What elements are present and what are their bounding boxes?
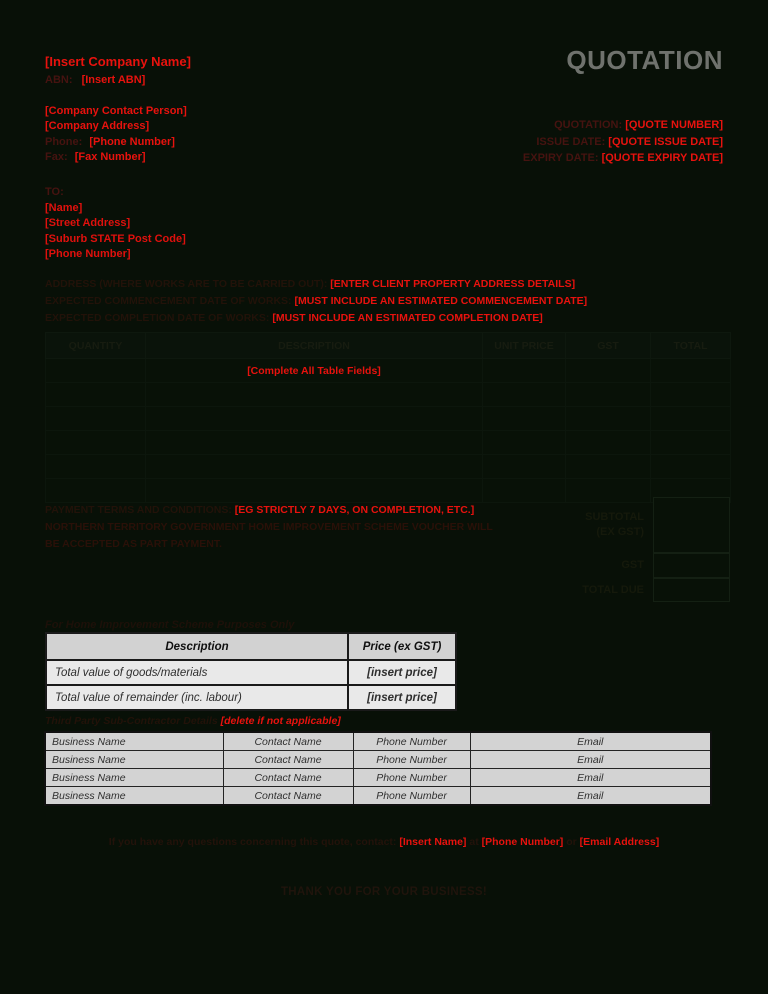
company-address-placeholder[interactable]: [Company Address] [45,120,150,132]
business-name-cell[interactable]: Business Name [45,732,223,751]
fax-label: Fax: [45,151,68,163]
description-cell-placeholder[interactable]: [Complete All Table Fields] [146,359,483,383]
works-commencement-placeholder[interactable]: [MUST INCLUDE AN ESTIMATED COMMENCEMENT DATE] [294,295,588,308]
company-header [45,53,191,166]
total-due-value-box[interactable] [653,578,730,602]
subtotal-value-box[interactable] [653,497,730,553]
to-label: TO: [45,186,64,198]
client-name-placeholder[interactable]: [Name] [45,201,83,214]
works-address-label: ADDRESS (WHERE WORKS ARE TO BE CARRIED OUT): [45,278,328,290]
description-cell[interactable] [146,455,483,479]
subcontractor-table [44,731,712,806]
client-suburb-placeholder[interactable]: [Suburb STATE Post Code] [45,232,186,245]
table-row [46,407,731,431]
fax-line [45,150,191,166]
quote-number-label: QUOTATION: [554,119,623,131]
his-table-title: For Home Improvement Scheme Purposes Only [45,619,295,631]
abn-line [45,73,191,89]
contact-name-cell[interactable]: Contact Name [223,769,353,787]
unit-price-cell[interactable] [483,455,566,479]
contact-name-cell[interactable]: Contact Name [223,751,353,769]
quantity-cell[interactable] [46,455,146,479]
total-cell[interactable] [651,383,731,407]
contact-phone-placeholder[interactable]: [Phone Number] [481,836,564,848]
quote-number-line [523,117,723,134]
business-name-cell[interactable]: Business Name [45,769,223,787]
phone-line [45,135,191,151]
his-price-placeholder[interactable]: [insert price] [348,660,456,685]
works-commencement-line [45,293,587,310]
payment-terms-label: PAYMENT TERMS AND CONDITIONS: [45,504,232,516]
subcontractor-title-line [45,715,341,727]
quantity-cell[interactable] [46,407,146,431]
client-street-placeholder[interactable]: [Street Address] [45,217,131,229]
works-commencement-label: EXPECTED COMMENCEMENT DATE OF WORKS: [45,295,292,308]
unit-price-cell[interactable] [483,383,566,407]
business-name-cell[interactable]: Business Name [45,751,223,769]
quantity-cell[interactable] [46,359,146,383]
col-quantity: QUANTITY [46,333,146,359]
email-cell[interactable]: Email [470,787,711,806]
total-due-label: TOTAL DUE [582,583,644,596]
contact-prefix: If you have any questions concerning this quote, contact: [108,836,397,848]
contact-name-cell[interactable]: Contact Name [223,787,353,806]
unit-price-cell[interactable] [483,359,566,383]
payment-terms-placeholder[interactable]: [EG STRICTLY 7 DAYS, ON COMPLETION, ETC.] [234,504,475,516]
gst-row [480,553,730,578]
subcontractor-delete-note[interactable]: [delete if not applicable] [220,715,341,727]
contact-email-placeholder[interactable]: [Email Address] [579,836,660,848]
phone-number-cell[interactable]: Phone Number [353,751,470,769]
abn-placeholder[interactable]: [Insert ABN] [81,74,146,86]
gst-cell[interactable] [566,359,651,383]
col-total: TOTAL [651,333,731,359]
line-items-table [45,332,731,503]
table-row [46,455,731,479]
gst-cell[interactable] [566,407,651,431]
subtotal-label [480,510,653,540]
contact-at-word: at [469,836,479,848]
email-cell[interactable]: Email [470,732,711,751]
works-address-placeholder[interactable]: [ENTER CLIENT PROPERTY ADDRESS DETAILS] [330,278,576,290]
email-cell[interactable]: Email [470,769,711,787]
contact-name-cell[interactable]: Contact Name [223,732,353,751]
gst-cell[interactable] [566,431,651,455]
works-address-line [45,276,587,293]
voucher-note-line1: NORTHERN TERRITORY GOVERNMENT HOME IMPROVEMENT SCHEME VOUCHER WILL [45,521,493,533]
table-row [46,660,456,685]
quantity-cell[interactable] [46,431,146,455]
subtotal-label-line2: (EX GST) [596,526,644,538]
totals-section [480,497,730,602]
fax-placeholder[interactable]: [Fax Number] [74,151,146,163]
total-due-row [480,578,730,602]
his-table [45,632,457,711]
description-cell[interactable] [146,383,483,407]
description-cell[interactable] [146,479,483,503]
gst-cell[interactable] [566,383,651,407]
table-row [45,751,711,769]
quote-meta [523,117,723,167]
col-unit-price: UNIT PRICE [483,333,566,359]
expiry-date-label: EXPIRY DATE: [522,152,599,164]
works-completion-line [45,310,587,327]
description-cell[interactable] [146,407,483,431]
table-row [45,787,711,806]
works-details [45,276,587,328]
contact-or-word: or [566,836,577,848]
table-row [46,431,731,455]
subtotal-label-line1: SUBTOTAL [585,511,644,523]
gst-label: GST [621,559,644,571]
expiry-date-placeholder[interactable]: [QUOTE EXPIRY DATE] [601,152,723,164]
phone-number-cell[interactable]: Phone Number [353,769,470,787]
table-row [46,383,731,407]
quote-number-placeholder[interactable]: [QUOTE NUMBER] [625,119,723,131]
total-cell[interactable] [651,359,731,383]
total-cell[interactable] [651,407,731,431]
spacer [45,89,191,104]
company-contact-placeholder[interactable]: [Company Contact Person] [45,104,187,117]
quantity-cell[interactable] [46,383,146,407]
footer-contact-line [0,836,768,848]
his-description-cell: Total value of remainder (inc. labour) [46,685,348,710]
phone-number-cell[interactable]: Phone Number [353,787,470,806]
his-header-row [46,633,456,660]
client-phone-placeholder[interactable]: [Phone Number] [45,248,131,260]
table-row [45,732,711,751]
quantity-cell[interactable] [46,479,146,503]
page-title: QUOTATION [566,45,723,75]
items-header-row [46,333,731,359]
phone-number-cell[interactable]: Phone Number [353,732,470,751]
col-gst: GST [566,333,651,359]
total-cell[interactable] [651,431,731,455]
contact-name-placeholder[interactable]: [Insert Name] [399,836,467,848]
total-cell[interactable] [651,455,731,479]
his-price-placeholder[interactable]: [insert price] [348,685,456,710]
business-name-cell[interactable]: Business Name [45,787,223,806]
gst-cell[interactable] [566,455,651,479]
company-name-placeholder[interactable]: [Insert Company Name] [45,54,191,69]
col-description: DESCRIPTION [146,333,483,359]
phone-label: Phone: [45,135,83,148]
voucher-note-line2: BE ACCEPTED AS PART PAYMENT. [45,538,222,550]
his-col-price: Price (ex GST) [348,633,456,660]
issue-date-line [523,134,723,151]
thank-you-message: THANK YOU FOR YOUR BUSINESS! [280,886,488,898]
table-row [46,685,456,710]
subtotal-row [480,497,730,553]
issue-date-label: ISSUE DATE: [536,135,606,148]
table-row [45,769,711,787]
his-col-description: Description [46,633,348,660]
gst-value-box[interactable] [653,553,730,578]
works-completion-label: EXPECTED COMPLETION DATE OF WORKS: [45,312,270,325]
phone-placeholder[interactable]: [Phone Number] [89,135,175,148]
subcontractor-title: Third Party Sub-Contractor Details [45,715,218,727]
unit-price-cell[interactable] [483,431,566,455]
unit-price-cell[interactable] [483,407,566,431]
his-description-cell: Total value of goods/materials [46,660,348,685]
table-row [46,359,731,383]
description-cell[interactable] [146,431,483,455]
issue-date-placeholder[interactable]: [QUOTE ISSUE DATE] [608,135,723,148]
email-cell[interactable]: Email [470,751,711,769]
abn-label: ABN: [45,74,73,86]
client-block [45,185,186,263]
works-completion-placeholder[interactable]: [MUST INCLUDE AN ESTIMATED COMPLETION DATE] [272,312,543,325]
expiry-date-line [523,150,723,167]
